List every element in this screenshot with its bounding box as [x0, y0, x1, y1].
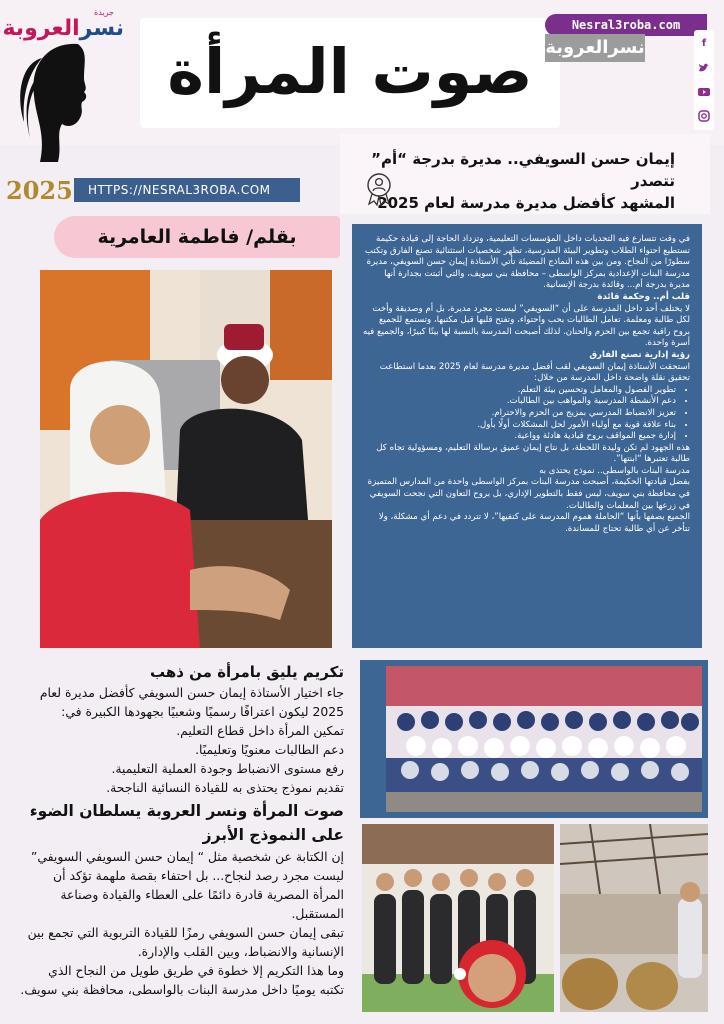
list-item: • إدارة جميع المواقف بروح قيادية هادئة وواعية.: [362, 431, 676, 443]
article-subhead-3: مدرسة البنات بالواسطى.. نموذج يحتذى به: [539, 465, 690, 476]
award-icon: [364, 172, 394, 206]
article-paragraph-2: استحقت الأستاذة إيمان السويفي لقب أفضل مديرة مدرسة لعام 2025 بعدما استطاعت تحقيق نقلة واضحة داخل المدرسة من خلال:: [379, 361, 690, 384]
section-title-1: تكريم يليق بامرأة من ذهب: [149, 663, 344, 681]
lower-paragraph-1: جاء اختيار الأستاذة إيمان حسن السويفي كأفضل مديرة لعام 2025 ليكون اعترافًا رسميًا وشعبيًا بجهودها الكبيرة في:: [39, 685, 344, 719]
list-item: • تعزيز الانضباط المدرسي بمزيج من الحزم والاحترام.: [362, 408, 676, 420]
list-item: تمكين المرأة داخل قطاع التعليم.: [176, 723, 344, 738]
facebook-icon[interactable]: f: [701, 38, 707, 49]
list-item: • بناء علاقة قوية مع أولياء الأمور لحل المشكلات أولًا بأول.: [362, 420, 676, 432]
youtube-icon[interactable]: [698, 86, 710, 98]
article-paragraph-3: هذه الجهود لم تكن وليدة اللحظة، بل نتاج إيمان عميق برسالة التعليم، ومسؤولية تجاه كل طالبة تعتبرها “ابنتها”.: [376, 442, 690, 465]
woman-profile-icon: [18, 38, 110, 166]
author-byline: بقلم/ فاطمة العامرية: [54, 216, 340, 258]
lower-paragraph-4: وما هذا التكريم إلا خطوة في طريق طويل من النجاح الذي تكتبه يوميًا داخل مدرسة البنات بالواسطى، محافظة بني سويف.: [20, 963, 344, 997]
article-paragraph-1: لا يختلف أحد داخل المدرسة على أن “السويفي” ليست مجرد مديرة، بل أم وصديقة وأخت لكل طالبة ومعلمة. تعامل الطالبات بحب واحتواء، وتفتح قلبها قبل مكتبها، وتستمع للجميع بروح راقية تجمع بين الحزم والحنان. لذلك أصبحت المدرسة بالنسبة لها بيتًا كبيرًا، والجميع فيه أسرة واحدة.: [362, 303, 690, 349]
logo-text: نسرالعروبة: [2, 16, 124, 41]
instagram-icon[interactable]: [698, 110, 710, 122]
students-group-photo: [386, 666, 702, 812]
social-bar: [694, 30, 714, 130]
principal-photo: [40, 270, 332, 648]
list-item: دعم الطالبات معنويًا وتعليميًا.: [195, 742, 344, 757]
page-title: صوت المرأة: [167, 35, 533, 108]
url-bar[interactable]: HTTPS://NESRAL3ROBA.COM: [74, 178, 300, 202]
list-item: • تطوير الفصول والمعامل وتحسين بيئة التعلم.: [362, 385, 676, 397]
article-paragraph-5: الجميع يصفها بأنها “الحاملة هموم المدرسة على كتفيها”، لا تتردد في دعم أي مشكلة، ولا تتأخر عن أي طالبة تحتاج للمساندة.: [378, 512, 690, 534]
year-badge: 2025: [6, 176, 73, 205]
lower-article: [20, 662, 344, 1022]
newspaper-logo-right[interactable]: نسرالعروبة: [545, 34, 645, 62]
section-title-2: صوت المرأة ونسر العروبة يسلطان الضوء على النموذج الأبرز: [29, 802, 344, 844]
article-subhead-1: قلب أم.. وحكمة قائدة: [597, 291, 690, 302]
newspaper-logo[interactable]: [2, 8, 124, 42]
twitter-icon[interactable]: [698, 62, 710, 74]
list-item: رفع مستوى الانضباط وجودة العملية التعليمية.: [111, 761, 344, 776]
headline-line-1: إيمان حسن السويفي.. مديرة بدرجة “أم” تتصدر: [371, 150, 675, 190]
lower-paragraph-3: تبقى إيمان حسن السويفي رمزًا للقيادة التربوية التي تجمع بين الإنسانية والانضباط، وبين القلب والإدارة.: [27, 925, 344, 959]
logo-small-text: جريدة: [94, 8, 114, 17]
achievements-list: [362, 385, 676, 443]
ceremony-photo: [560, 824, 708, 1012]
article-intro: في وقت تتسارع فيه التحديات داخل المؤسسات التعليمية، وتزداد الحاجة إلى قيادة حكيمة تستطيع احتواء الطلاب وتطوير البيئة المدرسية، تظهر شخصيات استثنائية تصنع الفارق وتكتب سطورًا من النجاح. ومن بين هذه النماذج المضيئة تأتي الأستاذة إيمان حسن السويفي، مديرة مدرسة البنات الإعدادية بمركز الواسطى – محافظة بني سويف، والتي أثبتت بجدارة أنها مديرة بدرجة أم... وقائدة بدرجة الإنسانية.: [364, 234, 690, 291]
list-item: • دعم الأنشطة المدرسية والمواهب بين الطالبات.: [362, 396, 676, 408]
list-item: تقديم نموذج يحتذى به للقيادة النسائية الناجحة.: [106, 780, 344, 795]
article-paragraph-4: بفضل قيادتها الحكيمة، أصبحت مدرسة البنات بمركز الواسطى واحدة من المدارس المتميزة في محافظة بني سويف، ليس فقط بالتطوير الإداري، بل بروح التعاون التي نجحت السويفي في زرعها بين المعلمات والطالبات.: [367, 477, 690, 511]
article-body: [352, 224, 702, 648]
headline-line-2: المشهد كأفضل مديرة مدرسة لعام 2025: [377, 194, 675, 212]
site-url-badge[interactable]: Nesral3roba.com: [545, 14, 707, 36]
staff-group-photo: [362, 824, 554, 1012]
article-subhead-2: رؤية إدارية تصنع الفارق: [589, 349, 690, 360]
lower-paragraph-2: إن الكتابة عن شخصية مثل “ إيمان حسن السويفي السويفي” ليست مجرد رصد لنجاح... بل احتفاء بقصة ملهمة تؤكد أن المرأة المصرية قادرة دائمًا على العطاء والقيادة وصناعة المستقبل.: [30, 849, 344, 921]
